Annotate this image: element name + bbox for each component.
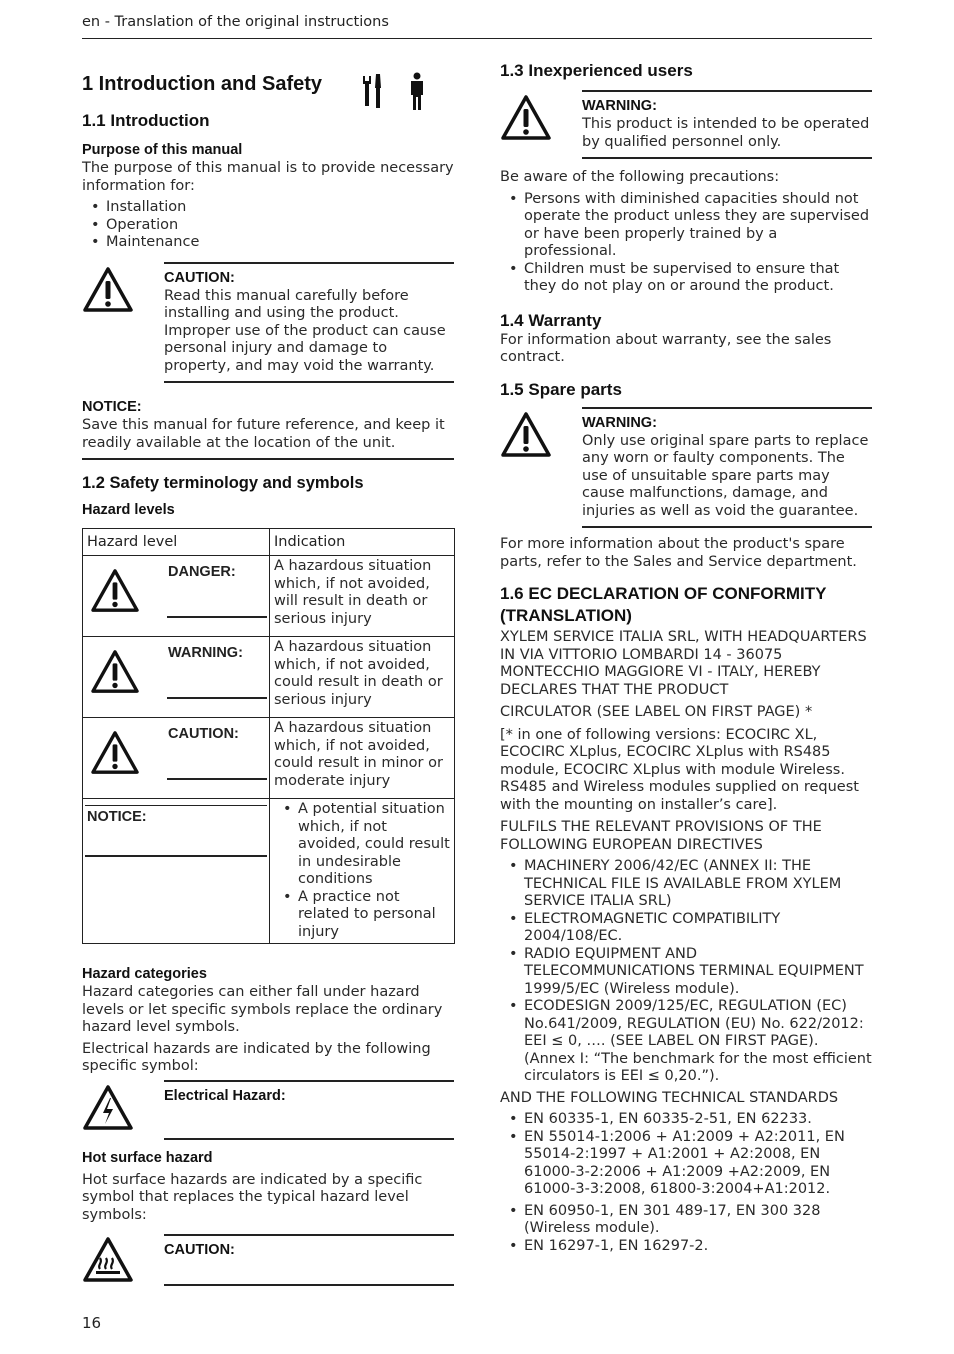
right-column [500,60,872,1255]
header-rule [82,38,872,39]
hot-surface-heading: Hot surface hazard [82,1149,213,1166]
table-header-level: Hazard level [83,529,270,556]
list-item: • EN 60950-1, EN 301 489-17, EN 300 328 (Wireless module). [524,1203,872,1238]
hot-surface-message [82,1234,454,1288]
list-item: • RADIO EQUIPMENT AND TELECOMMUNICATIONS TERMINAL EQUIPMENT 1999/5/EC (Wireless module). [524,946,872,999]
declaration-paragraph: CIRCULATOR (SEE LABEL ON FIRST PAGE) * [500,704,813,720]
spare-parts-more: For more information about the product's spare parts, refer to the Sales and Service department. [500,536,857,570]
warning-text: This product is intended to be operated by qualified personnel only. [582,116,870,150]
table-row [83,637,455,718]
hazard-indication: A hazardous situation which, if not avoided, could result in minor or moderate injury [270,718,455,799]
warning-triangle-icon [89,649,141,695]
warning-triangle-icon [89,730,141,776]
standards-list [500,1111,872,1255]
list-item: • Installation [106,199,454,217]
declaration-paragraph: [* in one of following versions: ECOCIRC XL, ECOCIRC XLplus, ECOCIRC XLplus with RS485 module, ECOCIRC XLplus with module Wireless. RS485 and Wireless modules supplied on request with the mounting on installer’s care]. [500,726,859,813]
list-item: • ECODESIGN 2009/125/EC, REGULATION (EC) No.641/2009, REGULATION (EU) No. 622/2012: EEI ≤ 0, …. (SEE LABEL ON FIRST PAGE). (Annex I: “The benchmark for the most efficient circulators is EEI ≤ 0,20.”). [524,998,872,1086]
hazard-levels-heading: Hazard levels [82,502,175,518]
warning-label: WARNING: [582,414,657,431]
spare-parts-warning [500,407,872,529]
hazard-level-label: DANGER: [168,564,236,580]
section-1-4-heading: 1.4 Warranty [500,310,602,330]
purpose-heading: Purpose of this manual [82,142,243,158]
left-column [82,70,454,1288]
tools-icon [360,72,386,116]
list-item: • Children must be supervised to ensure that they do not play on or around the product. [524,261,872,296]
hazard-indication: A hazardous situation which, if not avoided, will result in death or serious injury [270,556,455,637]
warning-triangle-icon [500,94,552,142]
warning-triangle-icon [82,266,134,314]
electrical-hazard-message [82,1080,454,1140]
warning-triangle-icon [89,568,141,614]
running-head: en - Translation of the original instructions [82,14,389,30]
list-item: • A potential situation which, if not avoided, could result in undesirable conditions [298,801,450,889]
hot-surface-label: CAUTION: [164,1242,235,1258]
warning-triangle-icon [500,411,552,459]
person-icon [406,72,428,116]
warranty-text: For information about warranty, see the sales contract. [500,331,832,365]
hazard-level-label: CAUTION: [168,726,239,742]
caution-text: Read this manual carefully before installing and using the product. Improper use of the product can cause personal injury and damage to property, and may void the warranty. [164,287,446,374]
section-1-3-heading: 1.3 Inexperienced users [500,61,693,80]
warning-message [500,90,872,159]
spare-warning-text: Only use original spare parts to replace any worn or faulty components. The use of unsuitable spare parts may cause malfunctions, damage, and injuries as well as void the guarantee. [582,432,869,519]
list-item: • Maintenance [106,234,454,252]
hazard-level-label: WARNING: [168,645,243,661]
hot-surface-text: Hot surface hazards are indicated by a specific symbol that replaces the typical hazard level symbols: [82,1171,423,1223]
purpose-list [82,199,454,252]
hazard-indication: A hazardous situation which, if not avoided, could result in death or serious injury [270,637,455,718]
list-item: • EN 16297-1, EN 16297-2. [524,1238,872,1256]
purpose-text: The purpose of this manual is to provide necessary information for: [82,160,454,194]
declaration-paragraph: XYLEM SERVICE ITALIA SRL, WITH HEADQUARTERS IN VIA VITTORIO LOMBARDI 14 - 36075 MONTECCHIO MAGGIORE VI - ITALY, HEREBY DECLARES THAT THE PRODUCT [500,629,867,698]
notice-text: Save this manual for future reference, and keep it readily available at the location of the unit. [82,417,445,451]
list-item: • MACHINERY 2006/42/EC (ANNEX II: THE TECHNICAL FILE IS AVAILABLE FROM XYLEM SERVICE ITALIA SRL) [524,858,872,911]
hazard-levels-table [82,528,455,944]
table-row [83,799,455,944]
hot-surface-icon [82,1236,134,1284]
caution-label: CAUTION: [164,269,235,286]
list-item: • EN 60335-1, EN 60335-2-51, EN 62233. [524,1111,872,1129]
list-item: • Operation [106,217,454,235]
declaration-paragraph: FULFILS THE RELEVANT PROVISIONS OF THE FOLLOWING EUROPEAN DIRECTIVES [500,819,822,853]
table-header-indication: Indication [270,529,455,556]
precautions-list [500,191,872,296]
directives-list [500,858,872,1086]
table-row [83,718,455,799]
list-item: • Persons with diminished capacities should not operate the product unless they are supervised or have been properly trained by a professional. [524,191,872,261]
hazard-level-label: NOTICE: [87,809,147,825]
page-number: 16 [82,1314,102,1332]
section-1-5-heading: 1.5 Spare parts [500,379,622,399]
caution-message [82,262,454,384]
hazard-categories-heading: Hazard categories [82,966,207,982]
list-item: • A practice not related to personal injury [298,889,450,942]
section-1-6-heading: 1.6 EC DECLARATION OF CONFORMITY (TRANSLATION) [500,584,827,625]
list-item: • EN 55014-1:2006 + A1:2009 + A2:2011, EN 55014-2:1997 + A1:2001 + A2:2008, EN 61000-3-2:2006 + A1:2009 +A2:2009, EN 61000-3-3:2008, 61800-3:2004+A1:2012. [524,1129,872,1199]
precautions-intro: Be aware of the following precautions: [500,169,780,185]
notice-label: NOTICE: [82,399,142,415]
list-item: • ELECTROMAGNETIC COMPATIBILITY 2004/108/EC. [524,911,872,946]
electrical-hazard-label: Electrical Hazard: [164,1087,286,1104]
warning-label: WARNING: [582,98,657,114]
chapter-title: 1 Introduction and Safety [82,73,323,95]
section-1-1-heading: 1.1 Introduction [82,111,210,130]
electrical-text: Electrical hazards are indicated by the following specific symbol: [82,1040,431,1074]
hazard-categories-text: Hazard categories can either fall under hazard levels or let specific symbols replace the ordinary hazard level symbols. [82,984,443,1035]
notice-indication-list [274,801,450,941]
table-row [83,556,455,637]
declaration-paragraph: AND THE FOLLOWING TECHNICAL STANDARDS [500,1089,839,1106]
notice-message [82,397,454,460]
section-1-2-heading: 1.2 Safety terminology and symbols [82,474,364,492]
electrical-hazard-icon [82,1084,134,1132]
